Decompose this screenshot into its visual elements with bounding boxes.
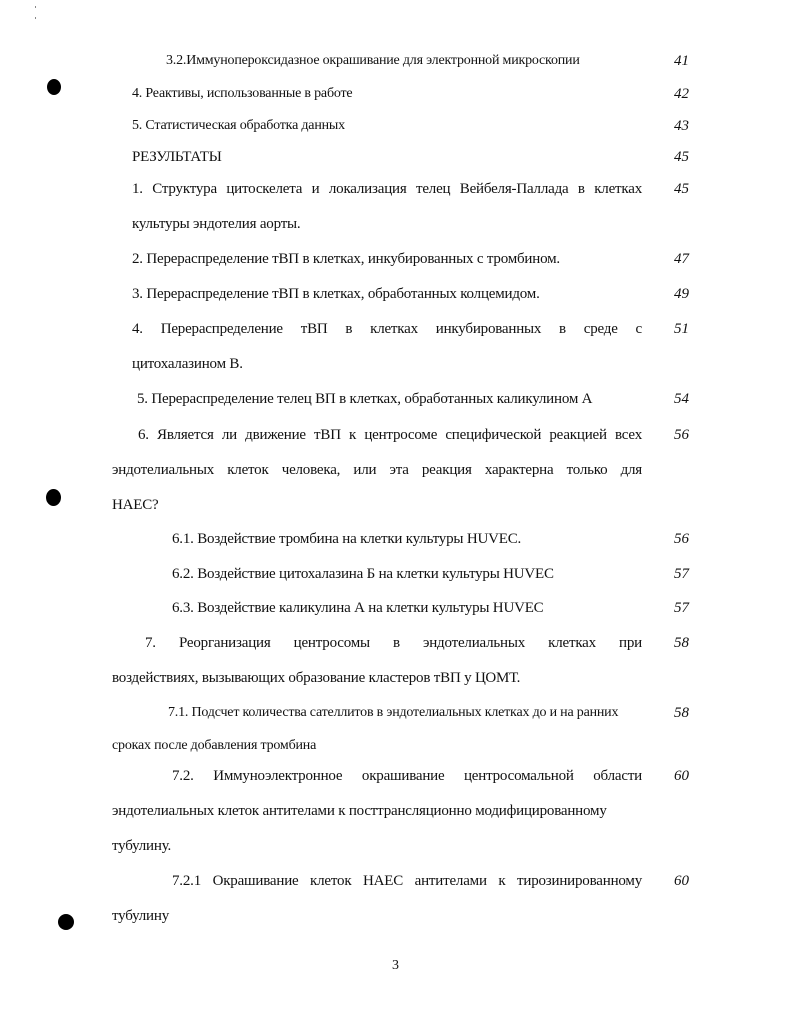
toc-entry-text: 7.2.1 Окрашивание клеток НАЕС антителами к тирозинированному <box>172 873 642 889</box>
section-heading: РЕЗУЛЬТАТЫ <box>132 149 222 165</box>
toc-entry-text: воздействиях, вызывающих образование кластеров тВП у ЦОМТ. <box>112 670 521 686</box>
toc-entry-text: культуры эндотелия аорты. <box>132 216 301 232</box>
scan-speck <box>35 17 36 19</box>
toc-page-number: 60 <box>674 873 689 889</box>
hole-punch-mark <box>58 914 74 930</box>
toc-page-number: 47 <box>674 251 689 267</box>
toc-page-number: 51 <box>674 321 689 337</box>
toc-page-number: 58 <box>674 705 689 721</box>
toc-entry-text: 6.1. Воздействие тромбина на клетки культуры HUVEC. <box>172 531 522 547</box>
toc-page-number: 49 <box>674 286 689 302</box>
toc-entry-text: цитохалазином В. <box>132 356 243 372</box>
toc-entry-text: 7.1. Подсчет количества сателлитов в эндотелиальных клетках до и на ранних <box>168 705 619 720</box>
toc-entry-text: тубулину. <box>112 838 172 854</box>
toc-entry-text: 1. Структура цитоскелета и локализация телец Вейбеля-Паллада в клетках <box>132 181 642 197</box>
toc-page-number: 57 <box>674 600 689 616</box>
toc-entry-text: 3. Перераспределение тВП в клетках, обработанных колцемидом. <box>132 286 540 302</box>
toc-entry-text: 2. Перераспределение тВП в клетках, инкубированных с тромбином. <box>132 251 560 267</box>
toc-entry-text: эндотелиальных клеток человека, или эта реакция характерна только для <box>112 462 642 478</box>
toc-page-number: 56 <box>674 427 689 443</box>
toc-entry-text: 7.2. Иммуноэлектронное окрашивание центросомальной области <box>172 768 642 784</box>
toc-entry-text: 6.2. Воздействие цитохалазина Б на клетки культуры HUVEC <box>172 566 554 582</box>
scan-speck <box>35 6 36 8</box>
toc-entry-text: НАЕС? <box>112 497 159 513</box>
toc-page-number: 54 <box>674 391 689 407</box>
toc-entry-text: 3.2.Иммунопероксидазное окрашивание для электронной микроскопии <box>166 53 580 68</box>
toc-page-number: 57 <box>674 566 689 582</box>
toc-entry-text: 5. Статистическая обработка данных <box>132 118 345 133</box>
toc-entry-text: сроках после добавления тромбина <box>112 738 317 753</box>
toc-page-number: 43 <box>674 118 689 134</box>
toc-entry-text: эндотелиальных клеток антителами к посттрансляционно модифицированному <box>112 803 607 819</box>
toc-entry-text: тубулину <box>112 908 170 924</box>
toc-entry-text: 4. Перераспределение тВП в клетках инкубированных в среде с <box>132 321 642 337</box>
hole-punch-mark <box>47 79 61 95</box>
toc-page-number: 60 <box>674 768 689 784</box>
toc-entry-text: 7. Реорганизация центросомы в эндотелиальных клетках при <box>145 635 642 651</box>
toc-page-number: 41 <box>674 53 689 69</box>
toc-page-number: 45 <box>674 181 689 197</box>
page-number-footer: 3 <box>392 958 399 973</box>
toc-entry-text: 6.3. Воздействие каликулина А на клетки культуры HUVEC <box>172 600 544 616</box>
toc-page-number: 56 <box>674 531 689 547</box>
toc-page-number: 42 <box>674 86 689 102</box>
toc-entry-text: 5. Перераспределение телец ВП в клетках, обработанных каликулином А <box>137 391 593 407</box>
toc-entry-text: 4. Реактивы, использованные в работе <box>132 86 353 101</box>
toc-entry-text: 6. Является ли движение тВП к центросоме специфической реакцией всех <box>138 427 642 443</box>
toc-page-number: 58 <box>674 635 689 651</box>
hole-punch-mark <box>46 489 61 506</box>
toc-page-number: 45 <box>674 149 689 165</box>
